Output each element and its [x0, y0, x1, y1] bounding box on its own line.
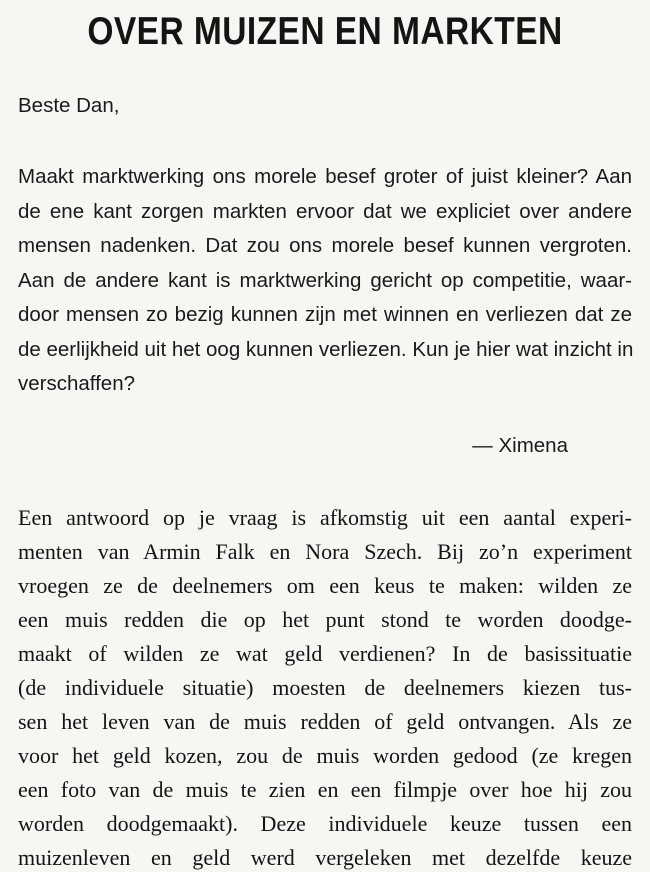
answer-line: menten van Armin Falk en Nora Szech. Bij zo’n experiment	[18, 539, 632, 564]
question-line: Maakt marktwerking ons morele besef groter of juist kleiner? Aan	[18, 165, 632, 188]
question-line: verschaffen?	[18, 372, 136, 395]
answer-line: maakt of wilden ze wat geld verdienen? In de basissituatie	[18, 641, 632, 666]
question-line: door mensen zo bezig kunnen zijn met winnen en verliezen dat ze	[18, 303, 632, 326]
answer-line: sen het leven van de muis redden of geld ontvangen. Als ze	[18, 709, 632, 734]
letter-salutation: Beste Dan,	[18, 94, 120, 117]
answer-line: vroegen ze de deelnemers om een keus te maken: wilden ze	[18, 573, 632, 598]
answer-line: een muis redden die op het punt stond te worden doodge-	[18, 607, 632, 632]
question-line: mensen nadenken. Dat zou ons morele besef kunnen vergroten.	[18, 234, 632, 257]
answer-line: een foto van de muis te zien en een filmpje over hoe hij zou	[18, 777, 632, 802]
question-line: de eerlijkheid uit het oog kunnen verliezen. Kun je hier wat inzicht in	[18, 338, 634, 361]
answer-line: (de individuele situatie) moesten de deelnemers kiezen tus-	[18, 675, 632, 700]
answer-line: voor het geld kozen, zou de muis worden gedood (ze kregen	[18, 743, 632, 768]
answer-line: worden doodgemaakt). Deze individuele keuze tussen een	[18, 811, 632, 836]
answer-line: Een antwoord op je vraag is afkomstig uit een aantal experi-	[18, 505, 632, 530]
answer-line: muizenleven en geld werd vergeleken met dezelfde keuze	[18, 845, 632, 870]
question-line: de ene kant zorgen markten ervoor dat we expliciet over andere	[18, 200, 632, 223]
chapter-title: OVER MUIZEN EN MARKTEN	[87, 10, 563, 53]
letter-signature: — Ximena	[472, 434, 568, 457]
question-line: Aan de andere kant is marktwerking gericht op competitie, waar-	[18, 269, 632, 292]
